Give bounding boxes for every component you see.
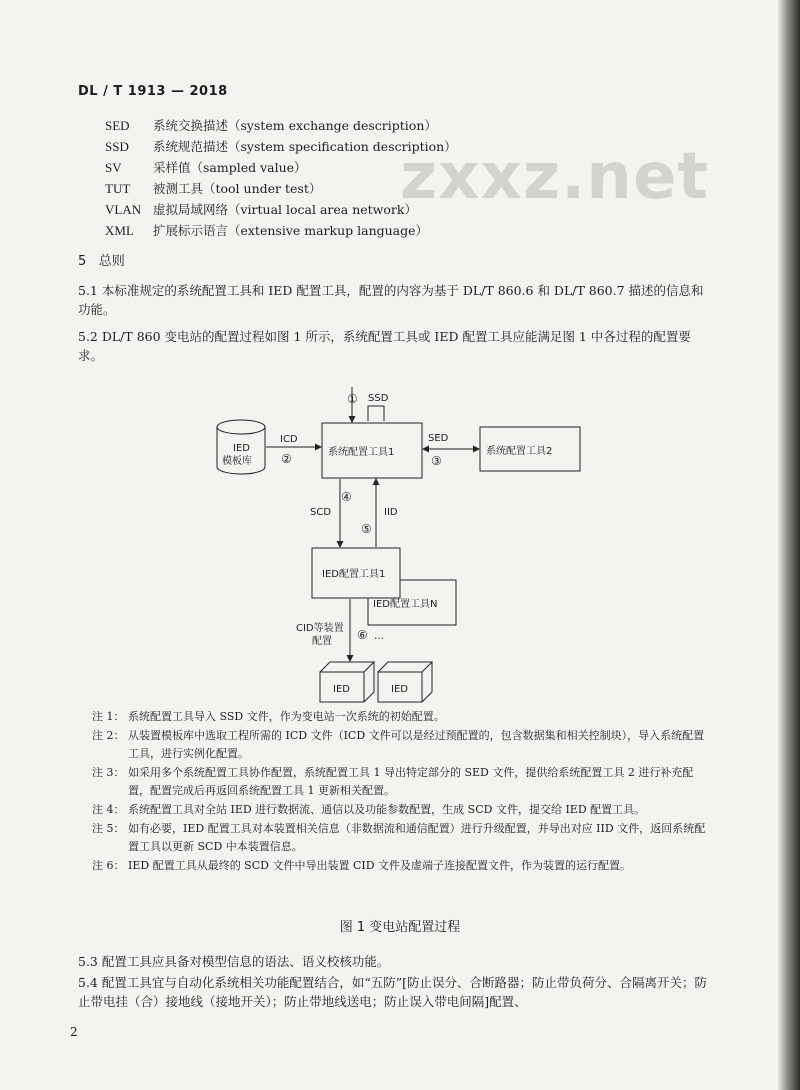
note-tag: 注 6： <box>92 859 125 872</box>
abbreviation-item <box>105 116 437 134</box>
abbreviation-text: 采样值（sampled value） <box>152 160 307 175</box>
step-5-marker: ⑤ <box>361 522 372 536</box>
note-tag: 注 1： <box>92 710 125 723</box>
system-config-tool-2-label: 系统配置工具2 <box>486 446 553 457</box>
note-text: 系统配置工具对全站 IED 进行数据流、通信以及功能参数配置，生成 SCD 文件，提交给 IED 配置工具。 <box>128 803 646 816</box>
abbreviation-text: 被测工具（tool under test） <box>152 181 322 196</box>
ied-device-a-label: IED <box>333 684 350 695</box>
note-item <box>92 857 714 875</box>
abbreviation-text: 系统交换描述（system exchange description） <box>152 118 437 133</box>
ied-device-box-b <box>378 662 432 702</box>
label-cid-line2: 配置 <box>312 636 332 647</box>
abbreviation-text: 虚拟局域网络（virtual local area network） <box>152 202 417 217</box>
label-sed: SED <box>428 433 449 444</box>
abbreviation-text: 系统规范描述（system specification description） <box>152 139 457 154</box>
document-id-header: DL / T 1913 — 2018 <box>78 84 228 99</box>
step-6-marker: ⑥ <box>357 628 368 642</box>
page-number: 2 <box>70 1025 78 1039</box>
label-icd: ICD <box>280 434 298 445</box>
abbreviation-item <box>105 179 321 197</box>
label-ssd: SSD <box>368 393 389 404</box>
paragraph-5-1: 5.1 本标准规定的系统配置工具和 IED 配置工具，配置的内容为基于 DL/T 860.6 和 DL/T 860.7 描述的信息和功能。 <box>78 283 704 317</box>
abbreviation-item <box>105 221 428 239</box>
figure-caption: 图 1 变电站配置过程 <box>339 920 461 935</box>
paragraph-5-3: 5.3 配置工具应具备对模型信息的语法、语义校核功能。 <box>78 954 390 969</box>
abbreviation-code: XML <box>105 223 134 238</box>
step-4-marker: ④ <box>341 490 352 504</box>
paragraph-5-4: 5.4 配置工具宜与自动化系统相关功能配置结合，如“五防”[防止误分、合断路器；防止带负荷分、合隔离开关；防止带电挂（合）接地线（接地开关）；防止带地线送电；防止误入带电间隔]配置、 <box>78 975 708 1009</box>
note-item <box>92 764 714 800</box>
note-tag: 注 3： <box>92 766 125 779</box>
db-label-line2: 模板库 <box>222 456 252 467</box>
note-item <box>92 801 714 819</box>
ied-device-b-label: IED <box>391 684 408 695</box>
abbreviation-code: SSD <box>105 139 129 154</box>
label-scd: SCD <box>310 507 332 518</box>
section-number: 5 <box>78 254 87 269</box>
label-iid: IID <box>384 507 398 518</box>
ied-config-tool-n-label: IED配置工具N <box>373 599 438 610</box>
section-title: 总则 <box>98 254 125 269</box>
abbreviation-code: SED <box>105 118 130 133</box>
note-tag: 注 4： <box>92 803 125 816</box>
note-text: 从装置模板库中选取工程所需的 ICD 文件（ICD 文件可以是经过预配置的，包含数据集和相关控制块），导入系统配置工具，进行实例化配置。 <box>128 729 705 760</box>
note-tag: 注 2： <box>92 729 125 742</box>
abbreviation-code: VLAN <box>105 202 142 217</box>
system-config-tool-1-label: 系统配置工具1 <box>328 447 395 458</box>
note-text: 系统配置工具导入 SSD 文件，作为变电站一次系统的初始配置。 <box>128 710 445 723</box>
watermark: zxxz.net <box>400 140 709 214</box>
note-text: 如有必要，IED 配置工具对本装置相关信息（非数据流和通信配置）进行升级配置，并导出对应 IID 文件，返回系统配置工具以更新 SCD 中本装置信息。 <box>128 822 706 853</box>
step-2-marker: ② <box>281 452 292 466</box>
ied-config-tool-1-label: IED配置工具1 <box>322 569 386 580</box>
label-cid-line1: CID等装置 <box>296 623 344 634</box>
ellipsis-marker: … <box>374 631 384 642</box>
section-heading <box>78 250 125 269</box>
note-text: 如采用多个系统配置工具协作配置，系统配置工具 1 导出特定部分的 SED 文件，提供给系统配置工具 2 进行补充配置，配置完成后再返回系统配置工具 1 更新相关配置。 <box>128 766 694 797</box>
paragraph-5-2: 5.2 DL/T 860 变电站的配置过程如图 1 所示，系统配置工具或 IED 配置工具应能满足图 1 中各过程的配置要求。 <box>78 329 691 363</box>
abbreviation-code: TUT <box>105 181 131 196</box>
note-item <box>92 820 714 856</box>
note-item <box>92 727 714 763</box>
config-process-diagram <box>200 385 600 715</box>
ied-device-box-a <box>320 662 374 702</box>
ied-template-db-top <box>217 420 265 434</box>
abbreviation-text: 扩展标示语言（extensive markup language） <box>152 223 429 238</box>
abbreviation-code: SV <box>105 160 122 175</box>
note-tag: 注 5： <box>92 822 125 835</box>
note-item <box>92 708 714 726</box>
abbreviation-item <box>105 200 417 218</box>
abbreviation-item <box>105 158 307 176</box>
figure-notes <box>92 708 714 876</box>
db-label-line1: IED <box>233 443 250 454</box>
step-3-marker: ③ <box>431 454 442 468</box>
note-text: IED 配置工具从最终的 SCD 文件中导出装置 CID 文件及虚端子连接配置文件，作为装置的运行配置。 <box>128 859 632 872</box>
step-1-marker: ① <box>347 392 358 406</box>
abbreviation-item <box>105 137 457 155</box>
ssd-loop <box>368 406 384 421</box>
